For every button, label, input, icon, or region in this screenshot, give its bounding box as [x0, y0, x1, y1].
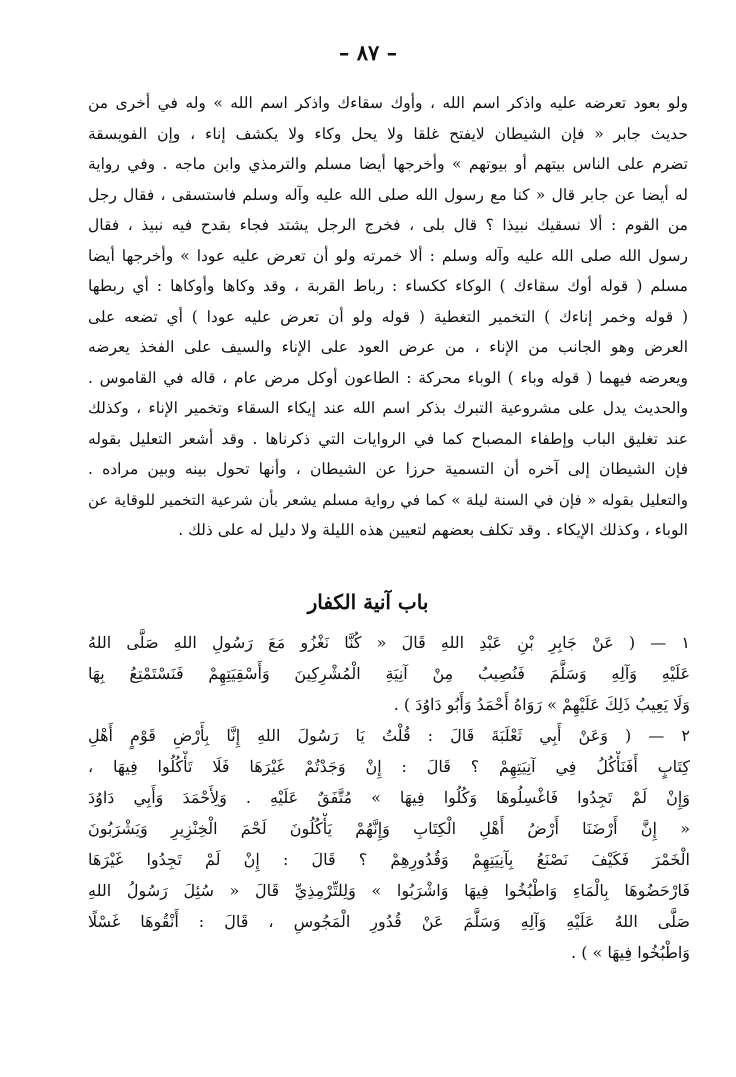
- hadith-2: [88, 720, 690, 968]
- hadith-1: [88, 627, 690, 720]
- hadith-line: ٢ — ( وَعَنْ أَبِي ثَعْلَبَةَ قَالَ : قُلْتُ يَا رَسُولَ اللهِ إِنَّا بِأَرْضِ قَوْمٍ أَهْلِ: [88, 726, 690, 745]
- hadith-line: وَلَا يَعِيبُ ذَلِكَ عَلَيْهِمْ » رَوَاهُ أَحْمَدُ وَأَبُو دَاوُدَ ) .: [393, 695, 690, 714]
- commentary-line: مسلم ( قوله أوك سقاءك ) الوكاء ككساء : رباط القربة ، وقد وكاها وأوكاها : أي ربطها: [88, 277, 688, 295]
- commentary-line: الوباء ، وكذلك الإيكاء . وقد تكلف بعضهم لتعيين هذه الليلة ولا دليل له على ذلك .: [178, 521, 688, 539]
- commentary-text: [88, 88, 688, 546]
- hadith-line: صَلَّى اللهُ عَلَيْهِ وَآلِهِ وَسَلَّمَ عَنْ قُدُورِ الْمَجُوسِ ، قَالَ : أَنْقُوهَا غَسْلًا: [88, 912, 690, 931]
- commentary-line: تضرم على الناس بيتهم أو بيوتهم » وأخرجها أيضا مسلم والترمذي وابن ماجه . وفي رواية: [88, 155, 688, 173]
- hadith-line: عَلَيْهِ وَآلِهِ وَسَلَّمَ فَنُصِيبُ مِنْ آنِيَةِ الْمُشْرِكِينَ وَأَسْقِيَتِهِمْ فَنَسْتَمْتِعُ بِهَا: [88, 664, 690, 683]
- commentary-line: ولو بعود تعرضه عليه واذكر اسم الله ، وأوك سقاءك واذكر اسم الله » وله في أخرى من: [88, 94, 688, 112]
- commentary-line: فإن الشيطان إلى آخره أن التسمية حرزا عن الشيطان ، وأنها تحول بينه وبين مراده .: [88, 460, 688, 478]
- commentary-line: والتعليل بقوله « فإن في السنة ليلة » كما في رواية مسلم يشعر بأن شرعية التخمير للوقاية عن: [88, 490, 688, 509]
- hadith-line: وَإِنْ لَمْ تَجِدُوا فَاغْسِلُوهَا وَكُلُوا فِيهَا » مُتَّفَقٌ عَلَيْهِ . وَلِأَحْمَدَ وَأَبِي دَاوُدَ: [88, 788, 690, 807]
- commentary-line: له أيضا عن جابر قال « كنا مع رسول الله صلى الله عليه وآله وسلم فاستسقى ، فقال رجل: [88, 185, 688, 204]
- commentary-line: العرض وهو الجانب من الإناء ، من عرض العود على الإناء والسيف على الفخذ يعرضه: [88, 338, 688, 356]
- commentary-line: عند تغليق الباب وإطفاء المصباح كما في الروايات التي ذكرناها . وقد أشعر التعليل بقوله: [88, 429, 688, 448]
- hadith-line: « إِنَّ أَرْضَنَا أَرْضُ أَهْلِ الْكِتَابِ وَإِنَّهُمْ يَأْكُلُونَ لَحْمَ الْخِنْزِيرِ وَيَشْرَبُونَ: [88, 819, 690, 838]
- page-number: – ٨٧ –: [338, 40, 398, 65]
- hadith-line: فَارْحَضُوهَا بِالْمَاءِ وَاطْبُخُوا فِيهَا وَاشْرَبُوا » وَلِلتِّرْمِذِيِّ قَالَ « سُئِلَ رَسُولُ اللهِ: [88, 881, 690, 900]
- section-title: باب آنية الكفار: [307, 590, 429, 614]
- commentary-line: من القوم : ألا نسقيك نبيذا ؟ قال بلى ، فخرج الرجل يشتد فجاء بقدح فيه نبيذ ، فقال: [88, 216, 688, 234]
- hadith-line: ١ — ( عَنْ جَابِرِ بْنِ عَبْدِ اللهِ قَالَ « كُنَّا نَغْزُو مَعَ رَسُولِ اللهِ صَلَّى اللهُ: [88, 633, 690, 652]
- commentary-line: رسول الله صلى الله عليه وآله وسلم : ألا خمرته ولو أن تعرض عليه عودا » وأخرجها أيضا: [88, 246, 688, 265]
- commentary-line: ويعرضه فيهما ( قوله وباء ) الوباء محركة : الطاعون أوكل مرض عام ، قاله في القاموس .: [88, 368, 688, 387]
- hadith-line: وَاطْبُخُوا فِيهَا » ) .: [571, 943, 690, 962]
- hadith-line: الْخَمْرَ فَكَيْفَ نَصْنَعُ بِآنِيَتِهِمْ وَقُدُورِهِمْ ؟ قَالَ : إِنْ لَمْ تَجِدُوا غَيْرَهَا: [88, 850, 690, 869]
- commentary-line: حديث جابر « فإن الشيطان لايفتح غلقا ولا يحل وكاء ولا يكشف إناء ، وإن الفويسقة: [88, 124, 688, 143]
- hadith-line: كِتَابٍ أَفَنَأْكُلُ فِي آنِيَتِهِمْ ؟ قَالَ : إِنْ وَجَدْتُمْ غَيْرَهَا فَلَا تَأْكُلُوا فِيهَا ،: [88, 757, 690, 776]
- commentary-line: والحديث يدل على مشروعية التبرك بذكر اسم الله عند إيكاء السقاء وتخمير الإناء ، وكذلك: [88, 399, 688, 417]
- commentary-line: ( قوله وخمر إناءك ) التخمير التغطية ( قوله ولو أن تعرض عليه عودا ) أي تضعه على: [88, 307, 688, 326]
